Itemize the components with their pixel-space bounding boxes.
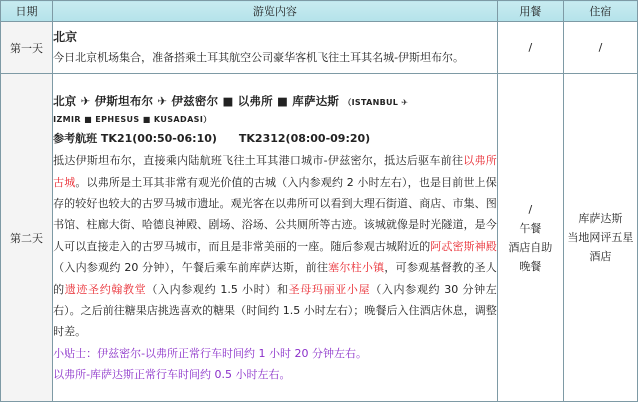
hotel-cell [563, 74, 637, 402]
route-title [53, 92, 497, 112]
header-row [1, 1, 638, 22]
hotel-city: 库萨达斯 [578, 212, 623, 225]
desc-text: （入内参观约 20 分钟），午餐后乘车前库萨达斯，前往 [53, 261, 329, 275]
meal-breakfast: / [528, 202, 533, 216]
meal-cell: / [497, 22, 563, 74]
tip-1: 小贴士：伊兹密尔-以弗所正常行车时间约 1 小时 20 分钟左右。 [53, 346, 368, 360]
route-en-1: （ISTANBUL ✈ [343, 98, 409, 108]
highlight-st-john: 遗迹圣约翰教堂 [64, 282, 147, 296]
highlight-ephesus: 以弗所古城 [53, 154, 497, 189]
flight-1: TK21(00:50-06:10) [100, 132, 217, 146]
desc-text: 。以弗所是土耳其非常有观光价值的古城（入内参观约 2 小时左右），也是目前世上保存的较好也较大的古罗马城市遗址。观光客在以弗所可以看到大理石街道、商店、市集、图书馆、柱廊大街、哈德良神殿、剧场、浴场、公共厕所等古迹。该城就像是时光隧道，是今人可以直接走入的古罗马城市，而且是非常美丽的一座。随后参观古城附近的 [53, 175, 497, 253]
meal-cell [497, 74, 563, 402]
day-description [53, 150, 497, 343]
flight-2: TK2312(08:00-09:20) [238, 132, 371, 146]
day-content [53, 74, 498, 402]
table-row [1, 74, 638, 402]
meal-dinner-type: 酒店自助 [508, 240, 553, 254]
city-title: 北京 [53, 30, 78, 44]
meal-dinner: 晚餐 [519, 259, 542, 273]
day-label: 第一天 [1, 22, 53, 74]
hotel-type: 酒店 [589, 250, 612, 263]
day-description: 今日北京机场集合，准备搭乘土耳其航空公司豪华客机飞往土耳其名城-伊斯坦布尔。 [53, 51, 465, 64]
header-content: 游览内容 [53, 1, 498, 22]
flight-info [53, 128, 497, 150]
desc-text: ，可参观基督教的圣人的 [53, 261, 497, 296]
day-content [53, 22, 498, 74]
highlight-selcuk: 塞尔柱小镇 [328, 261, 385, 275]
route-en-2: IZMIR ■ EPHESUS ■ KUSADASI） [53, 115, 212, 125]
meal-lunch: 午餐 [519, 221, 542, 235]
route-cn: 北京 ✈ 伊斯坦布尔 ✈ 伊兹密尔 ■ 以弗所 ■ 库萨达斯 [53, 94, 340, 109]
table-row [1, 22, 638, 74]
desc-text: （入内参观约 1.5 小时）和 [146, 282, 289, 296]
desc-text: （入内参观约 30 分钟左右）。之后前往糖果店挑选喜欢的糖果（时间约 1.5 小时左右）；晚餐后入住酒店休息，调整时差。 [53, 282, 497, 339]
hotel-cell: / [563, 22, 637, 74]
header-hotel: 住宿 [563, 1, 637, 22]
flight-label: 参考航班 [53, 132, 98, 146]
highlight-artemis: 阿忒密斯神殿 [430, 239, 497, 253]
tip-2: 以弗所-库萨达斯正常行车时间约 0.5 小时左右。 [53, 367, 291, 381]
day-label: 第二天 [1, 74, 53, 402]
header-day: 日期 [1, 1, 53, 22]
highlight-mary-house: 圣母玛丽亚小屋 [288, 282, 371, 296]
hotel-rating: 当地网评五星 [567, 231, 634, 244]
desc-text: 抵达伊斯坦布尔，直接乘内陆航班飞往土耳其港口城市-伊兹密尔，抵达后驱车前往 [53, 154, 464, 168]
header-meal: 用餐 [497, 1, 563, 22]
